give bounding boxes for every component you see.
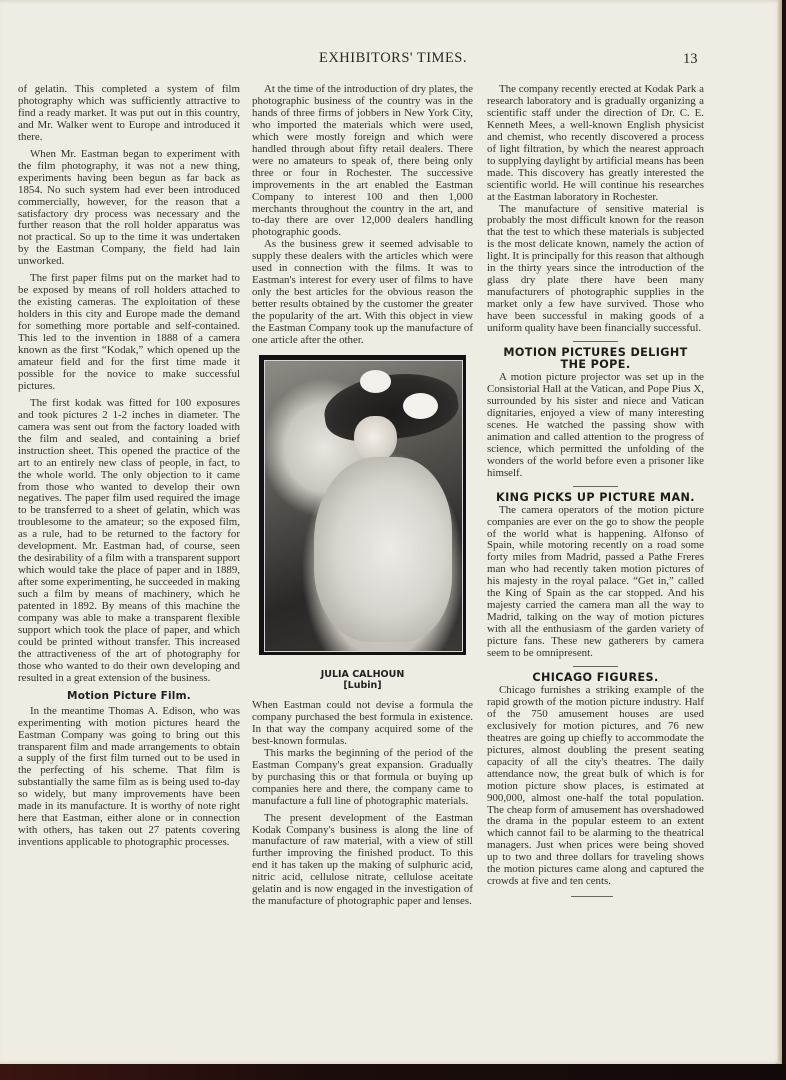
headline-line: KING PICKS UP PICTURE MAN. xyxy=(496,490,695,504)
paragraph: When Mr. Eastman began to experiment with the film photography, it was not a new thing, experiments having been begun as far back as 1854. No such system had ever been introduced commercially, however, for the reason that a satisfactory dry process was necessary and the further reason that the roll holder apparatus was not practical. So up to the time it was undertaken by the Eastman Company, the field had lain unworked. xyxy=(18,147,240,268)
divider-rule xyxy=(573,486,618,487)
page-edge-shadow xyxy=(778,0,782,1064)
paragraph: The present development of the Eastman Kodak Company's business is along the line of manufacture of raw material, with a view of still further improving the finished product. To this end it has taken up the making of sulphuric acid, nitric acid, cellulose nitrate, cellulose aceitate gelatin and is now engaged in the investigation of the manufacture of photographic paper and lenses. xyxy=(252,811,473,908)
article-headline xyxy=(487,347,704,371)
photo-image xyxy=(264,360,463,652)
headline-line: THE POPE. xyxy=(560,358,631,372)
paragraph: The first kodak was fitted for 100 exposures and took pictures 2 1-2 inches in diameter. The camera was sent out from the factory loaded with the film and sealed, and containing a brief instruction sheet. This opened the practice of the art to an entirely new class of people, in fact, to the whole world. The only objection to it came from those who wanted to develop their own negatives. The paper film used required the image to be transferred to a sheet of gelatin, which was troublesome to the amateur; so the exposed film, as a rule, had to be returned to the factory for development. Mr. Eastman had, of course, seen the desirability of a film with a transparent support which would take the place of paper and in 1889, after some experimenting, he succeeded in making such a film by means of machinery, which he patented in 1892. By means of this machine the company was able to make a transparent flexible support which took the place of paper, and which could be printed without transfer. This increased the attractiveness of the art of photography for those who wanted to do their own developing and resulted in a great extension of the business. xyxy=(18,396,240,684)
article-headline xyxy=(487,492,704,504)
paragraph: The first paper films put on the market had to be exposed by means of roll holders attached to the existing cameras. The exploitation of these holders in this city and Europe made the demand for something more portable and self-contained. This led to the invention in 1888 of a camera known as the first “Kodak,” which opened up the amateur field and for the first time made it possible for the novice to make successful pictures. xyxy=(18,272,240,392)
paragraph: The manufacture of sensitive material is probably the most difficult known for the reason that the test to which these materials is subjected is the most delicate known, namely the action of light. It is principally for this reason that although in the thirty years since the introduction of the glass dry plate there have been many manufacturers of photographic supplies in the market only a few have survived. Those who have been successful in making goods of a uniform quality have been financially successful. xyxy=(487,202,704,335)
article-headline xyxy=(487,672,704,684)
publication-title: EXHIBITORS' TIMES. xyxy=(318,50,468,66)
portrait-photo xyxy=(259,355,466,655)
paragraph: At the time of the introduction of dry plates, the photographic business of the country was in the hands of three firms of jobbers in New York City, who imported the materials which were used, which were mostly foreign and which were handled through about fifty retail dealers. There were no amateurs to speak of, there being only three or four in Rochester. The successive improvements in the art enabled the Eastman Company to interest 100 and then 1,000 merchants throughout the country in the art, and to-day there are over 12,000 dealers handling photographic goods. xyxy=(252,83,473,239)
photo-face-shape xyxy=(354,416,397,462)
headline-line: CHICAGO FIGURES. xyxy=(532,670,659,684)
article-body: The camera operators of the motion picture companies are ever on the go to show the people of the world what is happening. Alfonso of Spain, while motoring recently on a road some forty miles from Madrid, passed a Pathe Freres man who had recently taken motion pictures of his majesty in the royal palace. “Get in,” called the King of Spain as the car stopped. And his majesty carried the camera man all the way to Madrid, talking on the way of motion pictures with all the enthusiasm of the garden variety of picture fans. These new gatherers by camera seem to be omnipresent. xyxy=(487,503,704,660)
column-1 xyxy=(18,84,240,854)
book-edge-background xyxy=(0,1064,786,1080)
caption-studio: [Lubin] xyxy=(343,679,382,691)
photo-flower-shape xyxy=(360,370,392,393)
caption-name: JULIA CALHOUN xyxy=(320,668,405,680)
column-3 xyxy=(487,84,704,897)
paragraph: of gelatin. This completed a system of film photography which was sufficiently attractive to find a ready market. It was put out in this country, and Mr. Walker went to Europe and introduced it there. xyxy=(18,83,240,143)
article-body: Chicago furnishes a striking example of the rapid growth of the motion picture industry. Half of the 750 amusement houses are used exclusively for motion pictures, and 76 new theatres are going up chiefly to accommodate the pictures, almost doubling the present seating capacity of all the city's theatres. The daily attendance now, the great bulk of which is for motion picture show places, is estimated at 900,000, almost one-half the total population. The cheap form of amusement has overshadowed the drama in the popular esteem to an extent which cannot fail to be alarming to the theatrical managers. Just when prices were being shoved up to two and three dollars for traveling shows the motion pictures came along and captured the crowds at five and ten cents. xyxy=(487,683,704,888)
paragraph: When Eastman could not devise a formula the company purchased the best formula in existence. In that way the company acquired some of the best-known formulas. xyxy=(252,698,473,747)
paragraph: As the business grew it seemed advisable to supply these dealers with the articles which were used in connection with the films. It was to Eastman's interest for every user of films to have only the best articles for the obvious reason the better results obtained by the customer the greater the popularity of the art. With this object in view the Eastman Company took up the manufacture of one article after the other. xyxy=(252,238,473,347)
column-2 xyxy=(252,84,473,913)
article-body: A motion picture projector was set up in the Consistorial Hall at the Vatican, and Pope Pius X, surrounded by his sister and niece and Vatican dignitaries, enjoyed a view of many interesting scenes. He watched the passing show with animation and called attention to the progress of science, which permitted the unfolding of the wonders of the world before even a prisoner like himself. xyxy=(487,371,704,479)
divider-rule xyxy=(573,666,618,667)
paragraph: The company recently erected at Kodak Park a research laboratory and is gradually organizing a scientific staff under the direction of Dr. C. E. Kenneth Mees, a well-known English physicist and chemist, who recently discovered a process of light filtration, by which the nearest approach to supplying daylight by artificial means has been made. This discovery has greatly interested the scientific world. He will continue his researches at the Eastman laboratory in Rochester. xyxy=(487,83,704,203)
section-subheading: Motion Picture Film. xyxy=(67,689,191,702)
paragraph: This marks the beginning of the period of the Eastman Company's great expansion. Gradually by purchasing this or that formula or buying up companies here and there, the company came to manufacture a full line of photographic materials. xyxy=(252,746,473,807)
end-divider-rule xyxy=(571,896,613,897)
page-number: 13 xyxy=(683,51,698,67)
divider-rule xyxy=(573,341,618,342)
photo-caption xyxy=(252,669,473,691)
photo-flower-shape xyxy=(403,393,438,419)
paragraph: In the meantime Thomas A. Edison, who was experimenting with motion pictures heard the Eastman Company was going to bring out this transparent film and made arrangements to obtain a supply of the first film turned out to be used in the perfecting of his scheme. That film is substantially the same film as is being used to-day so widely, but many improvements have been made in its manufacture. It is worthy of note right here that Eastman, either alone or in connection with others, has taken out 27 patents covering inventions applicable to photographic processes. xyxy=(18,704,240,849)
photo-dress-shape xyxy=(314,457,452,643)
headline-line: MOTION PICTURES DELIGHT xyxy=(503,346,688,360)
